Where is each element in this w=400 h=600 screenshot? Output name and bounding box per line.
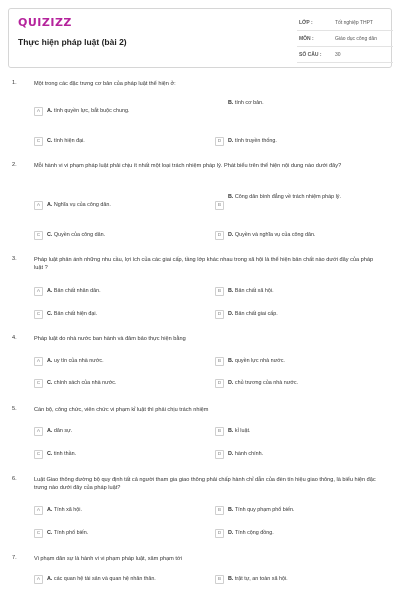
option-letter-box: A xyxy=(34,357,43,366)
option-label: C. xyxy=(47,530,53,536)
option-letter-box: B xyxy=(215,427,224,436)
option-label: B. xyxy=(228,194,234,200)
option-letter-box: C xyxy=(34,379,43,388)
option-label: A. xyxy=(47,507,53,513)
option-letter-box: D xyxy=(215,231,224,240)
option-text: Quyền và nghĩa vụ của công dân. xyxy=(234,232,316,238)
option-letter-box: C xyxy=(34,529,43,538)
option-text: Công dân bình đẳng về trách nhiệm pháp lý. xyxy=(234,194,341,200)
question-number: 7. xyxy=(12,555,17,561)
option-label: D. xyxy=(228,138,234,144)
option-label: D. xyxy=(228,232,234,238)
question-number: 6. xyxy=(12,476,17,482)
option-letter-box: B xyxy=(215,287,224,296)
option-label: B. xyxy=(228,576,234,582)
option-label: C. xyxy=(47,451,53,457)
option-label: D. xyxy=(228,530,234,536)
option-letter-box: C xyxy=(34,137,43,146)
meta-value: Giáo dục công dân xyxy=(335,35,377,42)
question-text: Pháp luật phản ánh những nhu cầu, lợi ích của các giai cấp, tầng lớp khác nhau trong xã hội là thể hiện bản chất nào dưới đây của pháp luật ? xyxy=(34,257,374,271)
option-c[interactable] xyxy=(34,378,117,388)
option-letter-box: A xyxy=(34,287,43,296)
option-letter-box: A xyxy=(34,427,43,436)
question-text: Vi phạm dân sự là hành vi vi phạm pháp luật, xâm phạm tới xyxy=(34,556,182,562)
option-text: Tính xã hội. xyxy=(53,507,82,513)
option-text: Bản chất nhân dân. xyxy=(53,288,101,294)
option-b[interactable] xyxy=(215,356,285,366)
option-text: Bản chất hiện đại. xyxy=(53,311,98,317)
option-text: trật tự, an toàn xã hội. xyxy=(234,576,288,582)
option-label: D. xyxy=(228,311,234,317)
option-d[interactable] xyxy=(215,309,278,319)
option-d[interactable] xyxy=(215,528,274,538)
option-text: tinh thần. xyxy=(53,451,77,457)
option-text: uy tín của nhà nước. xyxy=(53,358,104,364)
worksheet-title: Thực hiện pháp luật (bài 2) xyxy=(18,37,127,47)
option-a[interactable] xyxy=(34,200,111,210)
option-c[interactable] xyxy=(34,449,76,459)
option-text: hành chính. xyxy=(234,451,264,457)
option-letter-box: A xyxy=(34,201,43,210)
meta-key: SỐ CÂU : xyxy=(299,51,322,58)
option-letter-box: A xyxy=(34,506,43,515)
option-letter-box: A xyxy=(34,575,43,584)
option-label: A. xyxy=(47,428,53,434)
option-text: tính hiện đại. xyxy=(53,138,85,144)
option-a[interactable] xyxy=(34,286,101,296)
option-label: B. xyxy=(228,358,234,364)
meta-row-class xyxy=(297,15,393,31)
option-text: Quyền của công dân. xyxy=(53,232,106,238)
option-label: C. xyxy=(47,138,53,144)
option-text: Tính cộng đồng. xyxy=(234,530,274,536)
option-letter-box: C xyxy=(34,310,43,319)
question-text: Mỗi hành vi vi phạm pháp luật phải chịu ít nhất một loại trách nhiệm pháp lý. Phát biểu trên thể hiện nội dung nào dưới đây? xyxy=(34,163,342,169)
option-letter-box: D xyxy=(215,379,224,388)
option-text: tính cơ bản. xyxy=(234,100,264,106)
option-label: C. xyxy=(47,232,53,238)
question-text: Luật Giao thông đường bộ quy định tất cả người tham gia giao thông phải chấp hành chỉ dẫn của đèn tín hiệu giao thông, là biểu hiện đặc trưng nào dưới đây của pháp luật? xyxy=(34,477,376,491)
option-label: B. xyxy=(228,507,234,513)
option-text: Tính phổ biến. xyxy=(53,530,89,536)
question-number: 4. xyxy=(12,335,17,341)
option-text: các quan hệ tài sản và quan hệ nhân thân. xyxy=(53,576,156,582)
option-label: B. xyxy=(228,428,234,434)
question-text: Cán bộ, công chức, viên chức vi phạm kỉ luật thì phải chịu trách nhiệm xyxy=(34,407,209,413)
option-d[interactable] xyxy=(215,378,298,388)
option-letter-box: B xyxy=(215,201,224,210)
meta-key: LỚP : xyxy=(299,19,313,26)
option-label: A. xyxy=(47,576,53,582)
option-text: Bản chất giai cấp. xyxy=(234,311,278,317)
option-b[interactable] xyxy=(215,286,274,296)
option-text: chính sách của nhà nước. xyxy=(53,380,117,386)
meta-key: MÔN : xyxy=(299,35,314,42)
option-c[interactable] xyxy=(34,136,85,146)
option-letter-box: B xyxy=(215,506,224,515)
option-d[interactable] xyxy=(215,136,277,146)
meta-value: Tốt nghiệp THPT xyxy=(335,19,373,26)
option-text: dân sự. xyxy=(53,428,73,434)
worksheet-meta xyxy=(297,9,393,69)
option-b[interactable] xyxy=(215,98,264,108)
option-letter-box: A xyxy=(34,107,43,116)
option-label: A. xyxy=(47,288,53,294)
option-text: chủ trương của nhà nước. xyxy=(234,380,299,386)
worksheet-header xyxy=(8,8,392,68)
option-label: C. xyxy=(47,311,53,317)
option-a[interactable] xyxy=(34,106,129,116)
option-label: D. xyxy=(228,451,234,457)
option-letter-box: C xyxy=(34,450,43,459)
question-text: Một trong các đặc trưng cơ bản của pháp luật thể hiện ở: xyxy=(34,81,176,87)
option-c[interactable] xyxy=(34,309,97,319)
option-label: A. xyxy=(47,358,53,364)
option-b[interactable] xyxy=(215,426,251,436)
option-letter-box: B xyxy=(215,575,224,584)
option-c[interactable] xyxy=(34,528,88,538)
option-d[interactable] xyxy=(215,230,316,240)
option-letter-box: D xyxy=(215,310,224,319)
option-label: A. xyxy=(47,108,53,114)
option-letter-box: D xyxy=(215,529,224,538)
option-b[interactable] xyxy=(215,505,294,515)
meta-value: 30 xyxy=(335,51,341,58)
option-label: B. xyxy=(228,288,234,294)
option-text: Nghĩa vụ của công dân. xyxy=(53,202,111,208)
option-c[interactable] xyxy=(34,230,105,240)
option-letter-box: D xyxy=(215,137,224,146)
question-text: Pháp luật do nhà nước ban hành và đảm bảo thực hiện bằng xyxy=(34,336,186,342)
question-number: 2. xyxy=(12,162,17,168)
quizizz-logo: QUIZIZZ xyxy=(18,16,72,29)
option-a[interactable] xyxy=(34,505,82,515)
option-label: B. xyxy=(228,100,234,106)
question-number: 1. xyxy=(12,80,17,86)
option-a[interactable] xyxy=(34,426,72,436)
option-a[interactable] xyxy=(34,574,156,584)
option-a[interactable] xyxy=(34,356,104,366)
question-number: 3. xyxy=(12,256,17,262)
meta-row-subject xyxy=(297,31,393,47)
option-text: tính truyền thống. xyxy=(234,138,277,144)
option-letter-box: C xyxy=(34,231,43,240)
option-label: A. xyxy=(47,202,53,208)
option-letter-box: B xyxy=(215,357,224,366)
option-b-box[interactable] xyxy=(215,200,224,210)
option-b[interactable] xyxy=(215,192,341,202)
option-text: kỉ luật. xyxy=(234,428,251,434)
option-b[interactable] xyxy=(215,574,288,584)
option-text: Bản chất xã hội. xyxy=(234,288,274,294)
option-text: Tính quy phạm phổ biến. xyxy=(234,507,295,513)
option-text: tính quyền lực, bắt buộc chung. xyxy=(53,108,130,114)
meta-row-count xyxy=(297,47,393,63)
option-label: D. xyxy=(228,380,234,386)
option-letter-box: D xyxy=(215,450,224,459)
option-d[interactable] xyxy=(215,449,263,459)
option-text: quyền lực nhà nước. xyxy=(234,358,285,364)
question-number: 5. xyxy=(12,406,17,412)
option-label: C. xyxy=(47,380,53,386)
